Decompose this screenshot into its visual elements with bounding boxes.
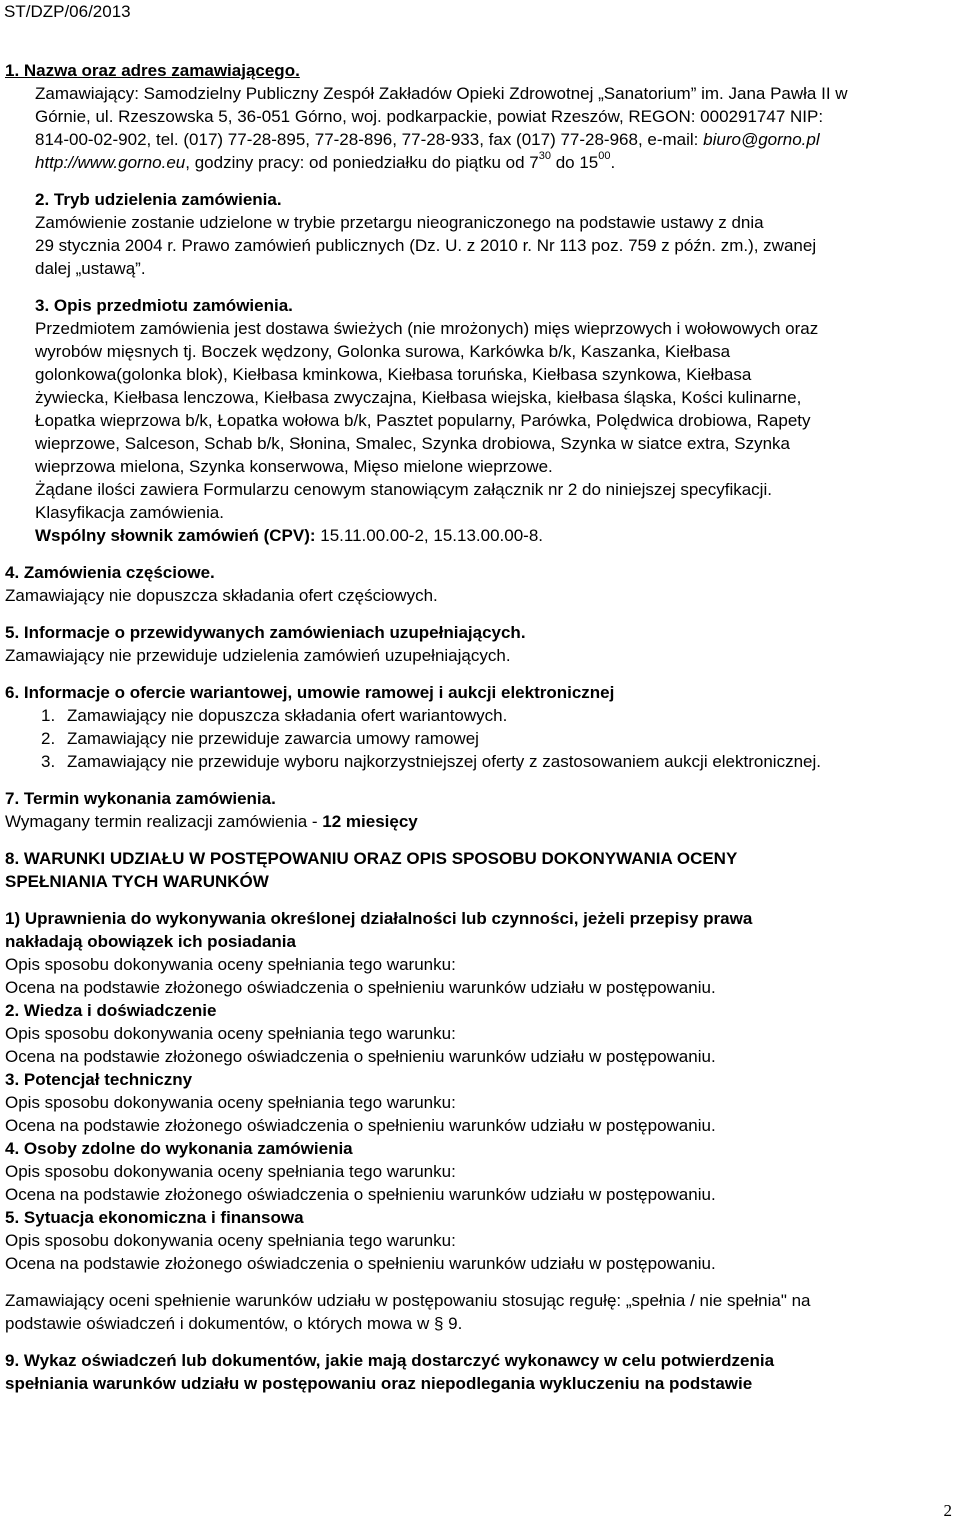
condition-opis: Opis sposobu dokonywania oceny spełniania tego warunku:: [5, 1162, 456, 1181]
section-3-heading: 3. Opis przedmiotu zamówienia.: [35, 296, 293, 315]
section-5-heading: 5. Informacje o przewidywanych zamówieniach uzupełniających.: [5, 623, 526, 642]
document-reference: ST/DZP/06/2013: [4, 2, 131, 21]
section-8-heading: SPEŁNIANIA TYCH WARUNKÓW: [5, 872, 269, 891]
section-2-heading: 2. Tryb udzielenia zamówienia.: [35, 190, 282, 209]
document-body: [5, 59, 955, 1395]
condition-opis: Opis sposobu dokonywania oceny spełniania tego warunku:: [5, 1231, 456, 1250]
list-item: 1. Zamawiający nie dopuszcza składania ofert wariantowych.: [41, 706, 508, 725]
condition-1-title: nakładają obowiązek ich posiadania: [5, 932, 296, 951]
condition-5-title: 5. Sytuacja ekonomiczna i finansowa: [5, 1208, 304, 1227]
page-number: 2: [943, 1501, 952, 1520]
section-7-line: Wymagany termin realizacji zamówienia - 12 miesięcy: [5, 812, 418, 831]
section-4-line: Zamawiający nie dopuszcza składania ofert częściowych.: [5, 586, 438, 605]
condition-opis: Opis sposobu dokonywania oceny spełniania tego warunku:: [5, 1024, 456, 1043]
section-5-line: Zamawiający nie przewiduje udzielenia zamówień uzupełniających.: [5, 646, 511, 665]
condition-3-title: 3. Potencjał techniczny: [5, 1070, 193, 1089]
section-1-line: Górnie, ul. Rzeszowska 5, 36-051 Górno, woj. podkarpackie, powiat Rzeszów, REGON: 000291747 NIP:: [35, 107, 824, 126]
section-3-line: Łopatka wieprzowa b/k, Łopatka wołowa b/k, Pasztet popularny, Parówka, Polędwica drobiowa, Rapety: [35, 411, 811, 430]
condition-ocena: Ocena na podstawie złożonego oświadczenia o spełnieniu warunków udziału w postępowaniu.: [5, 1185, 716, 1204]
section-2-line: dalej „ustawą”.: [35, 259, 146, 278]
condition-opis: Opis sposobu dokonywania oceny spełniania tego warunku:: [5, 1093, 456, 1112]
condition-ocena: Ocena na podstawie złożonego oświadczenia o spełnieniu warunków udziału w postępowaniu.: [5, 1254, 716, 1273]
section-2-line: 29 stycznia 2004 r. Prawo zamówień publicznych (Dz. U. z 2010 r. Nr 113 poz. 759 z późn. zm.), zwanej: [35, 236, 817, 255]
list-item: 2. Zamawiający nie przewiduje zawarcia umowy ramowej: [41, 729, 479, 748]
section-8-heading: 8. WARUNKI UDZIAŁU W POSTĘPOWANIU ORAZ OPIS SPOSOBU DOKONYWANIA OCENY: [5, 849, 738, 868]
section-9-heading: spełniania warunków udziału w postępowaniu oraz niepodlegania wykluczeniu na podstawie: [5, 1374, 753, 1393]
email-link[interactable]: biuro@gorno.pl: [703, 130, 820, 149]
condition-ocena: Ocena na podstawie złożonego oświadczenia o spełnieniu warunków udziału w postępowaniu.: [5, 1116, 716, 1135]
section-6-heading: 6. Informacje o ofercie wariantowej, umowie ramowej i aukcji elektronicznej: [5, 683, 615, 702]
section-4-heading: 4. Zamówienia częściowe.: [5, 563, 215, 582]
section-1-line: Zamawiający: Samodzielny Publiczny Zespół Zakładów Opieki Zdrowotnej „Sanatorium” im. Jana Pawła II w: [35, 84, 848, 103]
section-1-heading: 1. Nazwa oraz adres zamawiającego.: [5, 61, 300, 80]
section-3-line: Klasyfikacja zamówienia.: [35, 503, 224, 522]
section-1-line: 814-00-02-902, tel. (017) 77-28-895, 77-28-896, 77-28-933, fax (017) 77-28-968, e-mail: biuro@gorno.pl: [35, 130, 820, 149]
section-3-line: Żądane ilości zawiera Formularzu cenowym stanowiącym załącznik nr 2 do niniejszej specyfikacji.: [35, 480, 772, 499]
cpv-line: Wspólny słownik zamówień (CPV): 15.11.00.00-2, 15.13.00.00-8.: [35, 526, 544, 545]
section-8-summary: Zamawiający oceni spełnienie warunków udziału w postępowaniu stosując regułę: „spełnia / nie spełnia" na: [5, 1291, 811, 1310]
section-3-line: Przedmiotem zamówienia jest dostawa świeżych (nie mrożonych) mięs wieprzowych i wołowowych oraz: [35, 319, 819, 338]
section-8-summary: podstawie oświadczeń i dokumentów, o których mowa w § 9.: [5, 1314, 463, 1333]
section-7-heading: 7. Termin wykonania zamówienia.: [5, 789, 276, 808]
website-link[interactable]: http://www.gorno.eu: [35, 153, 186, 172]
section-9-heading: 9. Wykaz oświadczeń lub dokumentów, jakie mają dostarczyć wykonawcy w celu potwierdzenia: [5, 1351, 775, 1370]
condition-ocena: Ocena na podstawie złożonego oświadczenia o spełnieniu warunków udziału w postępowaniu.: [5, 1047, 716, 1066]
condition-opis: Opis sposobu dokonywania oceny spełniania tego warunku:: [5, 955, 456, 974]
section-3-line: żywiecka, Kiełbasa lenczowa, Kiełbasa zwyczajna, Kiełbasa wiejska, kiełbasa śląska, Kości kulinarne,: [35, 388, 802, 407]
section-1-line: http://www.gorno.eu, godziny pracy: od poniedziałku do piątku od $7^{30}$ do $15^{00}$.: [35, 150, 616, 172]
section-6-list: [5, 704, 955, 773]
condition-1-title: 1) Uprawnienia do wykonywania określonej działalności lub czynności, jeżeli przepisy prawa: [5, 909, 753, 928]
section-3-line: wieprzowe, Salceson, Schab b/k, Słonina, Smalec, Szynka drobiowa, Szynka w siatce extra, Szynka: [35, 434, 790, 453]
section-2-line: Zamówienie zostanie udzielone w trybie przetargu nieograniczonego na podstawie ustawy z dnia: [35, 213, 764, 232]
list-item: 3. Zamawiający nie przewiduje wyboru najkorzystniejszej oferty z zastosowaniem aukcji elektronicznej.: [41, 752, 821, 771]
section-3-line: golonkowa(golonka blok), Kiełbasa kminkowa, Kiełbasa toruńska, Kiełbasa szynkowa, Kiełbasa: [35, 365, 752, 384]
condition-2-title: 2. Wiedza i doświadczenie: [5, 1001, 217, 1020]
condition-4-title: 4. Osoby zdolne do wykonania zamówienia: [5, 1139, 353, 1158]
condition-ocena: Ocena na podstawie złożonego oświadczenia o spełnieniu warunków udziału w postępowaniu.: [5, 978, 716, 997]
section-3-line: wyrobów mięsnych tj. Boczek wędzony, Golonka surowa, Karkówka b/k, Kaszanka, Kiełbasa: [35, 342, 731, 361]
section-3-line: wieprzowa mielona, Szynka konserwowa, Mięso mielone wieprzowe.: [35, 457, 553, 476]
